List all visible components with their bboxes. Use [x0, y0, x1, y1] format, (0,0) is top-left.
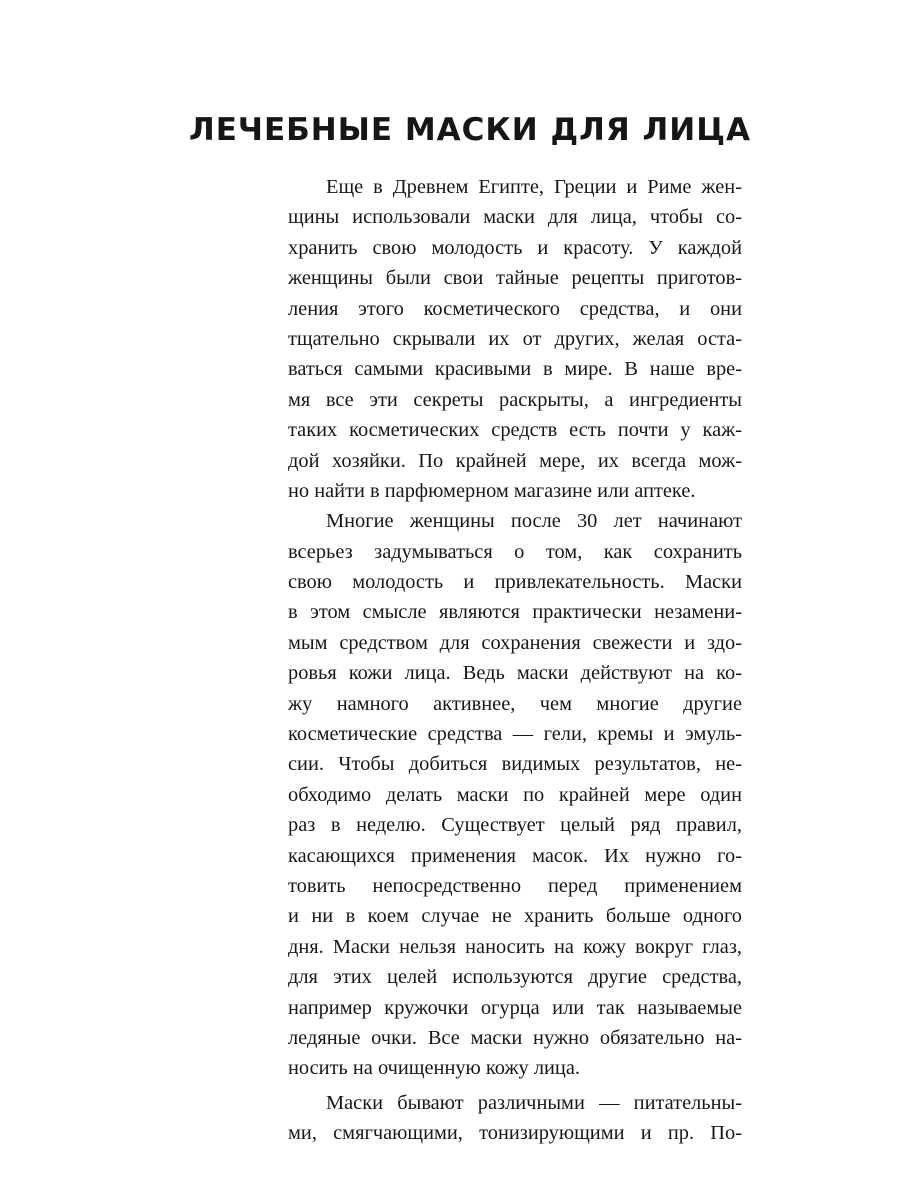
text-line: сии. Чтобы добиться видимых результатов, не-: [288, 753, 742, 776]
text-line: ми, смягчающими, тонизирующими и пр. По-: [288, 1122, 742, 1145]
text-line: обходимо делать маски по крайней мере один: [288, 783, 742, 806]
text-line: товить непосредственно перед применением: [288, 874, 742, 897]
text-line: но найти в парфюмерном магазине или аптеке.: [288, 479, 696, 502]
text-line: например кружочки огурца или так называемые: [288, 996, 742, 1019]
text-line: щины использовали маски для лица, чтобы со-: [288, 206, 742, 229]
text-line: Многие женщины после 30 лет начинают: [326, 510, 742, 533]
text-line: ледяные очки. Все маски нужно обязательно на-: [288, 1026, 742, 1049]
text-line: мым средством для сохранения свежести и здо-: [288, 631, 742, 654]
text-line: ровья кожи лица. Ведь маски действуют на ко-: [288, 662, 742, 685]
text-line: раз в неделю. Существует целый ряд правил,: [288, 814, 742, 837]
text-line: косметические средства — гели, кремы и эмуль-: [288, 723, 742, 746]
text-line: дой хозяйки. По крайней мере, их всегда мож-: [288, 449, 742, 472]
text-line: носить на очищенную кожу лица.: [288, 1057, 580, 1080]
text-line: жу намного активнее, чем многие другие: [288, 692, 742, 715]
text-line: тщательно скрывали их от других, желая оста-: [288, 327, 742, 350]
text-line: ления этого косметического средства, и они: [288, 297, 742, 320]
text-line: женщины были свои тайные рецепты приготов-: [288, 267, 742, 290]
text-line: свою молодость и привлекательность. Маски: [288, 571, 742, 594]
text-line: касающихся применения масок. Их нужно го-: [288, 844, 742, 867]
text-line: в этом смысле являются практически незамени-: [288, 601, 742, 624]
text-line: и ни в коем случае не хранить больше одного: [288, 905, 742, 928]
body-text: [288, 172, 742, 1149]
text-line: Еще в Древнем Египте, Греции и Риме жен-: [326, 176, 742, 198]
text-line: дня. Маски нельзя наносить на кожу вокруг глаз,: [288, 935, 742, 958]
text-line: хранить свою молодость и красоту. У каждой: [288, 236, 742, 259]
text-line: ваться самыми красивыми в мире. В наше вре-: [288, 358, 742, 381]
text-line: Маски бывают различными — питательны-: [326, 1091, 742, 1114]
text-line: всерьез задумываться о том, как сохранить: [288, 540, 742, 563]
chapter-title: ЛЕЧЕБНЫЕ МАСКИ ДЛЯ ЛИЦА: [189, 112, 751, 148]
text-line: мя все эти секреты раскрыты, а ингредиенты: [288, 388, 742, 411]
text-line: таких косметических средств есть почти у каж-: [288, 419, 742, 442]
text-line: для этих целей используются другие средства,: [288, 966, 742, 989]
